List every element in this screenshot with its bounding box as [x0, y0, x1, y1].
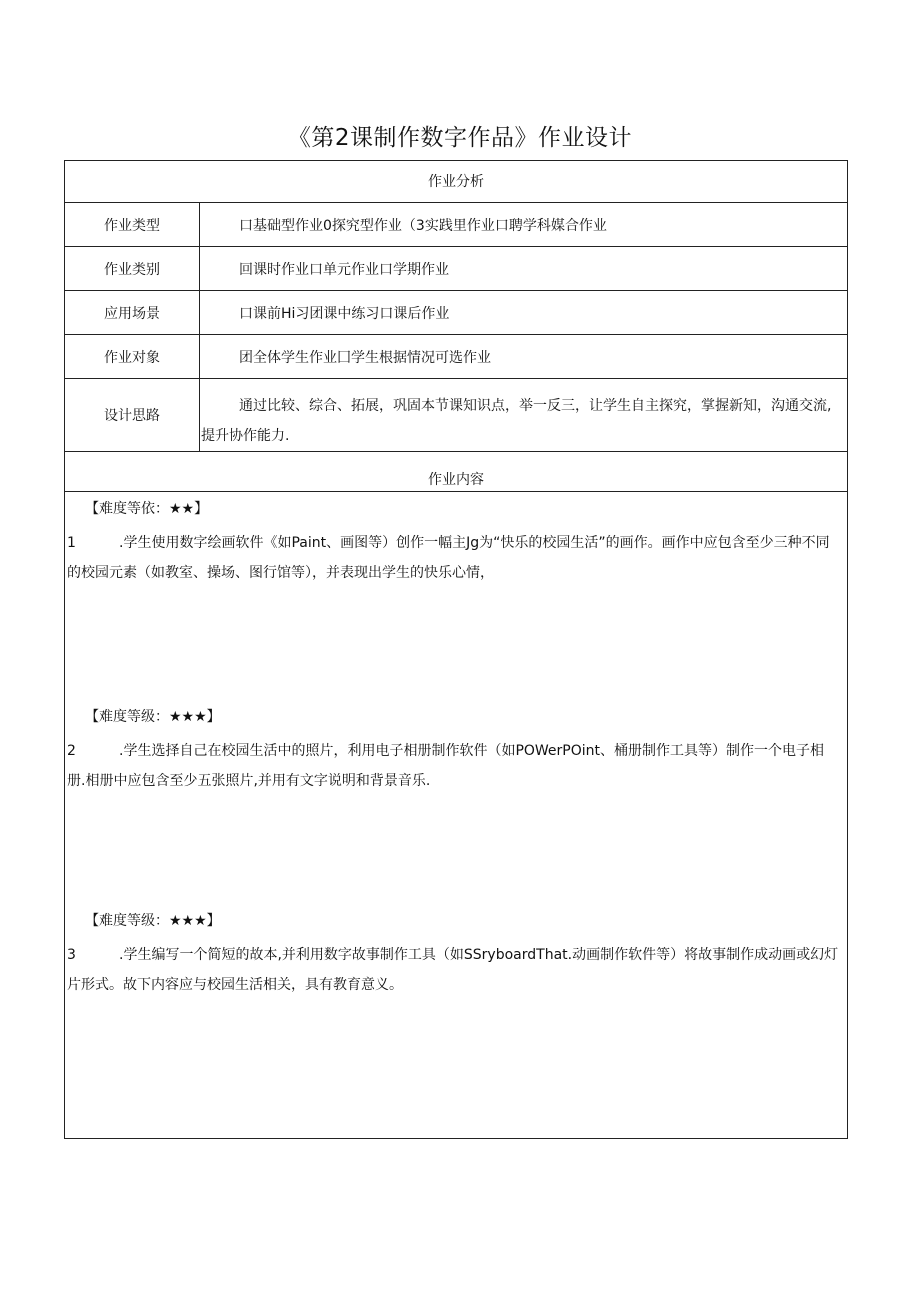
row-value: 回课时作业口单元作业口学期作业	[239, 261, 449, 278]
difficulty-label: 【难度等依：★★】	[85, 501, 209, 517]
row-value: 团全体学生作业囗学生根据情况可选作业	[239, 349, 491, 366]
table-row-category	[65, 247, 847, 291]
task-item	[67, 940, 841, 1000]
task-number: 3	[67, 947, 76, 963]
row-label: 作业对象	[65, 335, 200, 378]
difficulty-label: 【难度等级：★★★】	[85, 913, 221, 929]
task-number: 2	[67, 743, 76, 759]
task-item	[67, 528, 841, 588]
task-text: .学生使用数字绘画软件《如Paint、画图等）创作一幅主Jg为“快乐的校园生活”的画作。画作中应包含至少三种不同的校园元素（如教室、操场、图行馆等），并表现出学生的快乐心情，	[67, 535, 830, 581]
row-label: 作业类型	[65, 203, 200, 246]
content-header: 作业内容	[65, 452, 847, 492]
design-idea-text: 通过比较、综合、拓展，巩固本节课知识点，举一反三，让学生自主探究，掌握新知，沟通交流,提升协作能力.	[201, 398, 832, 444]
table-row-design-idea	[65, 379, 847, 452]
table-row-type	[65, 203, 847, 247]
row-label: 应用场景	[65, 291, 200, 334]
task-text: .学生编写一个简短的故本,并利用数字故事制作工具（如SSryboardThat.动画制作软件等）将故事制作成动画或幻灯片形式。故下内容应与校园生活相关，具有教育意义。	[67, 947, 839, 993]
table-row-scenario	[65, 291, 847, 335]
row-label: 设计思路	[65, 379, 200, 451]
task-text: .学生选择自己在校园生活中的照片，利用电子相册制作软件（如POWerPOint、桶册制作工具等）制作一个电子相册.相册中应包含至少五张照片,并用有文字说明和背景音乐.	[67, 743, 825, 789]
row-value: 口基础型作业0探究型作业（3实践里作业口聘学科媒合作业	[239, 217, 607, 234]
row-label: 作业类别	[65, 247, 200, 290]
analysis-header: 作业分析	[65, 161, 847, 203]
content-body	[65, 492, 847, 1138]
table-row-audience	[65, 335, 847, 379]
difficulty-label: 【难度等级：★★★】	[85, 709, 221, 725]
task-item	[67, 736, 841, 796]
row-value: 口课前Hi习团课中练习口课后作业	[239, 305, 450, 322]
page-title: 《第2课制作数字作品》作业设计	[287, 125, 633, 151]
assignment-table	[64, 160, 848, 1139]
task-number: 1	[67, 535, 76, 551]
